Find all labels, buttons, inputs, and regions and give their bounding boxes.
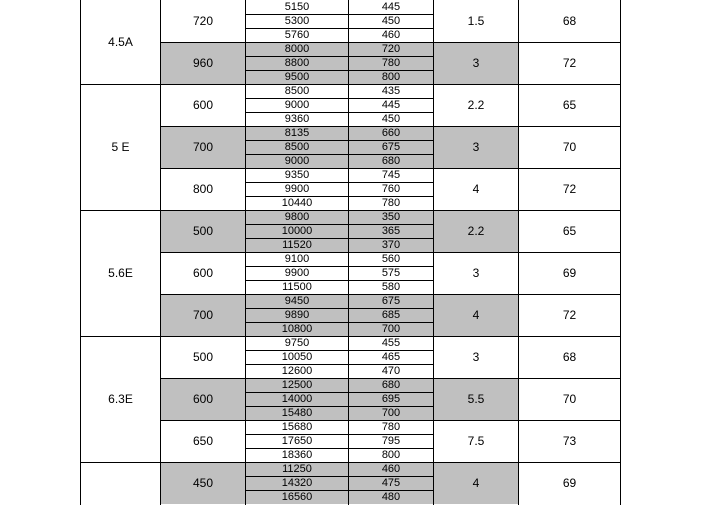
airflow-value: 9900 (284, 182, 310, 195)
pressure-value: 350 (381, 210, 401, 223)
model-value: 5.6E (108, 266, 133, 280)
sub-row-rule (245, 140, 434, 141)
airflow-value: 8500 (284, 140, 310, 153)
airflow-value: 9500 (284, 70, 310, 83)
sub-row-rule (245, 322, 434, 323)
sub-row-rule (245, 154, 434, 155)
power-value: 4 (472, 308, 480, 322)
pressure-value: 675 (381, 294, 401, 307)
pressure-value: 695 (381, 392, 401, 405)
airflow-value: 10000 (281, 224, 313, 237)
sub-row-rule (245, 28, 434, 29)
airflow-value: 12500 (281, 378, 313, 391)
airflow-value: 9000 (284, 154, 310, 167)
column-rule (80, 0, 81, 505)
sub-row-rule (245, 70, 434, 71)
power-value: 4 (472, 182, 480, 196)
pressure-value: 745 (381, 168, 401, 181)
airflow-value: 10800 (281, 322, 313, 335)
power-value: 3 (472, 56, 480, 70)
airflow-value: 10440 (281, 196, 313, 209)
noise-value: 72 (562, 308, 577, 322)
pressure-value: 780 (381, 196, 401, 209)
speed-value: 450 (192, 476, 214, 490)
speed-value: 600 (192, 98, 214, 112)
speed-row-rule (160, 168, 621, 169)
airflow-value: 11500 (282, 280, 312, 293)
speed-value: 720 (192, 14, 214, 28)
sub-row-rule (245, 224, 434, 225)
airflow-value: 9360 (284, 112, 310, 125)
pressure-value: 780 (381, 420, 401, 433)
column-rule (433, 0, 434, 505)
speed-value: 500 (192, 350, 214, 364)
sub-row-rule (245, 98, 434, 99)
pressure-value: 450 (381, 112, 401, 125)
power-value: 2.2 (467, 224, 485, 238)
speed-row-rule (160, 294, 621, 295)
pressure-value: 680 (381, 378, 401, 391)
model-value: 5 E (111, 140, 130, 154)
pressure-value: 660 (381, 126, 401, 139)
airflow-value: 14320 (281, 476, 313, 489)
pressure-value: 800 (381, 70, 401, 83)
airflow-value: 17650 (281, 434, 313, 447)
power-value: 1.5 (467, 14, 485, 28)
noise-value: 73 (562, 434, 577, 448)
speed-value: 700 (192, 140, 214, 154)
airflow-value: 10050 (281, 350, 313, 363)
airflow-value: 8000 (284, 42, 310, 55)
airflow-value: 9890 (284, 308, 310, 321)
power-value: 4 (472, 476, 480, 490)
speed-value: 500 (192, 224, 214, 238)
airflow-value: 9100 (284, 252, 310, 265)
pressure-value: 700 (381, 322, 401, 335)
pressure-value: 700 (381, 406, 401, 419)
pressure-value: 780 (381, 56, 401, 69)
model-value: 4.5A (108, 35, 133, 49)
model-value (81, 462, 160, 504)
pressure-value: 370 (381, 238, 401, 251)
pressure-value: 480 (381, 490, 401, 503)
noise-value: 72 (562, 182, 577, 196)
noise-value: 70 (562, 392, 577, 406)
speed-value: 650 (192, 434, 214, 448)
sub-row-rule (245, 392, 434, 393)
sub-row-rule (245, 406, 434, 407)
airflow-value: 5300 (284, 14, 310, 27)
group-rule (80, 210, 621, 211)
noise-value: 65 (562, 224, 577, 238)
column-rule (160, 0, 161, 505)
speed-row-rule (160, 42, 621, 43)
sub-row-rule (245, 266, 434, 267)
pressure-value: 365 (381, 224, 401, 237)
column-rule (620, 0, 621, 505)
group-rule (80, 462, 621, 463)
airflow-value: 8500 (284, 84, 310, 97)
sub-row-rule (245, 308, 434, 309)
sub-row-rule (245, 196, 434, 197)
pressure-value: 580 (381, 280, 401, 293)
airflow-value: 9900 (284, 266, 310, 279)
power-value: 5.5 (467, 392, 485, 406)
noise-value: 68 (562, 14, 577, 28)
airflow-value: 8800 (284, 56, 310, 69)
sub-row-rule (245, 56, 434, 57)
airflow-value: 16560 (281, 490, 313, 503)
column-rule (245, 0, 246, 505)
airflow-value: 5760 (284, 28, 310, 41)
noise-value: 68 (562, 350, 577, 364)
sub-row-rule (245, 112, 434, 113)
column-rule (348, 0, 349, 505)
sub-row-rule (245, 182, 434, 183)
sub-row-rule (245, 434, 434, 435)
speed-row-rule (160, 378, 621, 379)
sub-row-rule (245, 476, 434, 477)
power-value: 3 (472, 266, 480, 280)
sub-row-rule (245, 364, 434, 365)
pressure-value: 465 (381, 350, 401, 363)
speed-value: 600 (192, 392, 214, 406)
power-value: 3 (472, 140, 480, 154)
group-rule (80, 84, 621, 85)
airflow-value: 18360 (281, 448, 313, 461)
airflow-value: 11250 (282, 462, 312, 475)
pressure-value: 460 (381, 28, 401, 41)
speed-value: 800 (192, 182, 214, 196)
noise-value: 70 (562, 140, 577, 154)
airflow-value: 5150 (284, 0, 310, 13)
pressure-value: 795 (381, 434, 401, 447)
airflow-value: 9000 (284, 98, 310, 111)
pressure-value: 800 (381, 448, 401, 461)
pressure-value: 575 (381, 266, 401, 279)
noise-value: 69 (562, 266, 577, 280)
column-rule (518, 0, 519, 505)
speed-value: 700 (192, 308, 214, 322)
speed-row-rule (160, 126, 621, 127)
power-value: 2.2 (467, 98, 485, 112)
pressure-value: 445 (381, 0, 401, 13)
pressure-value: 470 (381, 364, 401, 377)
speed-row-rule (160, 252, 621, 253)
sub-row-rule (245, 238, 434, 239)
speed-value: 600 (192, 266, 214, 280)
pressure-value: 685 (381, 308, 401, 321)
pressure-value: 460 (381, 462, 401, 475)
airflow-value: 15680 (281, 420, 313, 433)
power-value: 7.5 (467, 434, 485, 448)
pressure-value: 560 (381, 252, 401, 265)
airflow-value: 15480 (281, 406, 313, 419)
sub-row-rule (245, 490, 434, 491)
speed-value: 960 (192, 56, 214, 70)
airflow-value: 9800 (284, 210, 310, 223)
noise-value: 72 (562, 56, 577, 70)
sub-row-rule (245, 350, 434, 351)
airflow-value: 9750 (284, 336, 310, 349)
airflow-value: 8135 (284, 126, 310, 139)
airflow-value: 11520 (282, 238, 312, 251)
model-value: 6.3E (108, 392, 133, 406)
sub-row-rule (245, 280, 434, 281)
pressure-value: 435 (381, 84, 401, 97)
airflow-value: 14000 (281, 392, 313, 405)
airflow-value: 9450 (284, 294, 310, 307)
group-rule (80, 336, 621, 337)
pressure-value: 445 (381, 98, 401, 111)
pressure-value: 680 (381, 154, 401, 167)
noise-value: 65 (562, 98, 577, 112)
pressure-value: 475 (381, 476, 401, 489)
power-value: 3 (472, 350, 480, 364)
pressure-value: 675 (381, 140, 401, 153)
pressure-value: 720 (381, 42, 401, 55)
airflow-value: 12600 (281, 364, 313, 377)
sub-row-rule (245, 448, 434, 449)
pressure-value: 760 (381, 182, 401, 195)
pressure-value: 455 (381, 336, 401, 349)
noise-value: 69 (562, 476, 577, 490)
pressure-value: 450 (381, 14, 401, 27)
airflow-value: 9350 (284, 168, 310, 181)
sub-row-rule (245, 14, 434, 15)
speed-row-rule (160, 420, 621, 421)
